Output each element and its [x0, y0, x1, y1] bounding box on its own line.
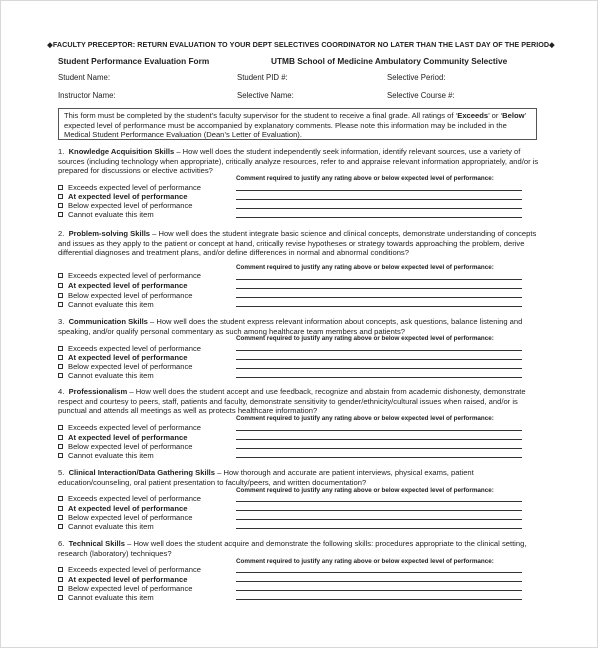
checkbox-icon[interactable]	[58, 444, 63, 449]
rating-label: Below expected level of performance	[68, 362, 193, 371]
rating-label: Exceeds expected level of performance	[68, 271, 201, 280]
rating-cannot-evaluate[interactable]	[58, 451, 154, 460]
rating-exceeds[interactable]	[58, 344, 201, 353]
rating-label: Below expected level of performance	[68, 201, 193, 210]
checkbox-icon[interactable]	[58, 355, 63, 360]
rating-below[interactable]	[58, 362, 193, 371]
section-text: – How well does the student express relevant information about concepts, ask questions, balance listening and speaking, and/or qualify personal commentary as such among healthcare team members and patients?	[58, 317, 523, 336]
checkbox-icon[interactable]	[58, 273, 63, 278]
rating-label: Cannot evaluate this item	[68, 451, 154, 460]
notice-text-3: ’ expected level of performance must be accompanied by explanatory comments. Please note this information may be included in the Medical Student Performance Evaluation (Dean’s Letter of Evaluation).	[64, 111, 526, 140]
selective-period-field[interactable]: Selective Period:	[387, 73, 446, 82]
comment-required-label: Comment required to justify any rating above or below expected level of performance:	[236, 487, 494, 494]
checkbox-icon[interactable]	[58, 373, 63, 378]
form-title: Student Performance Evaluation Form	[58, 56, 210, 66]
section-knowledge-acquisition	[58, 147, 548, 219]
comment-line[interactable]	[236, 599, 522, 600]
notice-text-2: ’ or ‘	[488, 111, 503, 120]
rating-label: Below expected level of performance	[68, 584, 193, 593]
rating-below[interactable]	[58, 513, 193, 522]
notice-text-1: This form must be completed by the student’s faculty supervisor for the student to receive a final grade. All ratings of ‘	[64, 111, 458, 120]
rating-label: At expected level of performance	[68, 504, 188, 513]
return-instructions-banner: ◆FACULTY PRECEPTOR: RETURN EVALUATION TO YOUR DEPT SELECTIVES COORDINATOR NO LATER THAN THE LAST DAY OF THE PERIOD◆	[47, 40, 555, 49]
section-text: – How well does the student integrate basic science and clinical concepts, demonstrate understanding of concepts and issues as they apply to the patient or concept at hand, critically revise hypotheses or strategy towards approaching the problem, derive differential diagnoses and treatment plans, and/or define differences in normal and abnormal conditions?	[58, 229, 537, 257]
section-text: – How well does the student accept and use feedback, recognize and abstain from academic dishonesty, demonstrate respect and courtesy to peers, staff, patients and faculty, demonstrate sensitivity to gender/ethnicity/cultural issues when raised, and/or is punctual and attends all meetings as well as protects healthcare information?	[58, 387, 526, 415]
rating-label: Exceeds expected level of performance	[68, 183, 201, 192]
section-problem-solving	[58, 229, 548, 311]
rating-below[interactable]	[58, 584, 193, 593]
comment-line[interactable]	[236, 359, 522, 360]
rating-label: At expected level of performance	[68, 192, 188, 201]
checkbox-icon[interactable]	[58, 435, 63, 440]
comment-line[interactable]	[236, 288, 522, 289]
section-title: Communication Skills	[68, 317, 148, 326]
rating-label: Below expected level of performance	[68, 291, 193, 300]
rating-exceeds[interactable]	[58, 423, 201, 432]
comment-line[interactable]	[236, 377, 522, 378]
comment-line[interactable]	[236, 519, 522, 520]
checkbox-icon[interactable]	[58, 203, 63, 208]
comment-line[interactable]	[236, 350, 522, 351]
rating-label: Cannot evaluate this item	[68, 522, 154, 531]
section-number: 3.	[58, 317, 65, 326]
rating-cannot-evaluate[interactable]	[58, 522, 154, 531]
comment-line[interactable]	[236, 279, 522, 280]
rating-below[interactable]	[58, 442, 193, 451]
student-pid-field[interactable]: Student PID #:	[237, 73, 288, 82]
comment-line[interactable]	[236, 590, 522, 591]
comment-line[interactable]	[236, 448, 522, 449]
comment-line[interactable]	[236, 199, 522, 200]
selective-course-field[interactable]: Selective Course #:	[387, 91, 455, 100]
rating-exceeds[interactable]	[58, 271, 201, 280]
instructions-notice	[58, 108, 537, 140]
comment-line[interactable]	[236, 439, 522, 440]
section-number: 6.	[58, 539, 65, 548]
rating-at-expected[interactable]	[58, 575, 187, 584]
notice-exceeds: Exceeds	[457, 111, 489, 120]
notice-below: Below	[502, 111, 525, 120]
comment-line[interactable]	[236, 306, 522, 307]
checkbox-icon[interactable]	[58, 212, 63, 217]
checkbox-icon[interactable]	[58, 496, 63, 501]
rating-label: Exceeds expected level of performance	[68, 565, 201, 574]
section-technical-skills	[58, 539, 548, 602]
checkbox-icon[interactable]	[58, 185, 63, 190]
section-description	[58, 229, 543, 258]
comment-line[interactable]	[236, 208, 522, 209]
rating-label: Exceeds expected level of performance	[68, 423, 201, 432]
checkbox-icon[interactable]	[58, 595, 63, 600]
comment-line[interactable]	[236, 297, 522, 298]
section-description	[58, 387, 543, 416]
checkbox-icon[interactable]	[58, 346, 63, 351]
section-clinical-interaction	[58, 468, 548, 531]
section-title: Clinical Interaction/Data Gathering Skills	[68, 468, 216, 477]
checkbox-icon[interactable]	[58, 364, 63, 369]
rating-exceeds[interactable]	[58, 565, 201, 574]
section-title: Professionalism	[68, 387, 128, 396]
comment-required-label: Comment required to justify any rating above or below expected level of performance:	[236, 335, 494, 342]
comment-line[interactable]	[236, 528, 522, 529]
rating-cannot-evaluate[interactable]	[58, 300, 154, 309]
student-name-field[interactable]: Student Name:	[58, 73, 111, 82]
section-title: Technical Skills	[68, 539, 125, 548]
section-text: – How thorough and accurate are patient interviews, physical exams, patient education/counseling, oral patient presentation to faculty/peers, and written documentation?	[58, 468, 474, 487]
checkbox-icon[interactable]	[58, 506, 63, 511]
comment-line[interactable]	[236, 457, 522, 458]
comment-required-label: Comment required to justify any rating above or below expected level of performance:	[236, 415, 494, 422]
checkbox-icon[interactable]	[58, 425, 63, 430]
comment-line[interactable]	[236, 217, 522, 218]
comment-line[interactable]	[236, 572, 522, 573]
rating-label: At expected level of performance	[68, 281, 188, 290]
section-description	[58, 468, 543, 487]
checkbox-icon[interactable]	[58, 283, 63, 288]
rating-label: Below expected level of performance	[68, 442, 193, 451]
rating-at-expected[interactable]	[58, 281, 187, 290]
checkbox-icon[interactable]	[58, 586, 63, 591]
section-communication	[58, 317, 548, 379]
section-number: 2.	[58, 229, 65, 238]
rating-at-expected[interactable]	[58, 504, 187, 513]
checkbox-icon[interactable]	[58, 577, 63, 582]
comment-line[interactable]	[236, 581, 522, 582]
checkbox-icon[interactable]	[58, 293, 63, 298]
school-title: UTMB School of Medicine Ambulatory Community Selective	[271, 56, 508, 66]
rating-label: Cannot evaluate this item	[68, 593, 154, 602]
rating-label: Cannot evaluate this item	[68, 371, 154, 380]
rating-label: Exceeds expected level of performance	[68, 344, 201, 353]
checkbox-icon[interactable]	[58, 302, 63, 307]
rating-at-expected[interactable]	[58, 192, 187, 201]
rating-label: Below expected level of performance	[68, 513, 193, 522]
comment-required-label: Comment required to justify any rating above or below expected level of performance:	[236, 264, 494, 271]
section-number: 5.	[58, 468, 65, 477]
rating-label: Cannot evaluate this item	[68, 210, 154, 219]
rating-below[interactable]	[58, 201, 193, 210]
section-description	[58, 317, 543, 336]
section-professionalism	[58, 387, 548, 459]
checkbox-icon[interactable]	[58, 567, 63, 572]
comment-line[interactable]	[236, 368, 522, 369]
comment-line[interactable]	[236, 430, 522, 431]
rating-at-expected[interactable]	[58, 433, 187, 442]
section-text: – How well does the student acquire and demonstrate the following skills: procedures appropriate to the clinical setting, research (laboratory) techniques?	[58, 539, 527, 558]
instructor-name-field[interactable]: Instructor Name:	[58, 91, 116, 100]
comment-required-label: Comment required to justify any rating above or below expected level of performance:	[236, 558, 494, 565]
rating-label: At expected level of performance	[68, 575, 188, 584]
checkbox-icon[interactable]	[58, 194, 63, 199]
rating-cannot-evaluate[interactable]	[58, 371, 154, 380]
comment-line[interactable]	[236, 510, 522, 511]
section-number: 1.	[58, 147, 65, 156]
checkbox-icon[interactable]	[58, 524, 63, 529]
section-number: 4.	[58, 387, 65, 396]
section-title: Knowledge Acquisition Skills	[68, 147, 175, 156]
checkbox-icon[interactable]	[58, 453, 63, 458]
rating-at-expected[interactable]	[58, 353, 187, 362]
rating-label: Exceeds expected level of performance	[68, 494, 201, 503]
rating-label: Cannot evaluate this item	[68, 300, 154, 309]
checkbox-icon[interactable]	[58, 515, 63, 520]
comment-required-label: Comment required to justify any rating above or below expected level of performance:	[236, 175, 494, 182]
rating-below[interactable]	[58, 291, 193, 300]
section-title: Problem-solving Skills	[68, 229, 151, 238]
comment-line[interactable]	[236, 190, 522, 191]
section-description	[58, 539, 543, 558]
selective-name-field[interactable]: Selective Name:	[237, 91, 294, 100]
rating-exceeds[interactable]	[58, 494, 201, 503]
section-text: – How well does the student independently seek information, identify relevant sources, use a variety of sources (including technology when appropriate), critically analyze resources, refer to and appraise relevant information appropriately, and/or is prepared for discussions or elective activities?	[58, 147, 539, 175]
comment-line[interactable]	[236, 501, 522, 502]
rating-label: At expected level of performance	[68, 433, 188, 442]
rating-exceeds[interactable]	[58, 183, 201, 192]
section-description	[58, 147, 543, 176]
rating-cannot-evaluate[interactable]	[58, 593, 154, 602]
rating-label: At expected level of performance	[68, 353, 188, 362]
rating-cannot-evaluate[interactable]	[58, 210, 154, 219]
